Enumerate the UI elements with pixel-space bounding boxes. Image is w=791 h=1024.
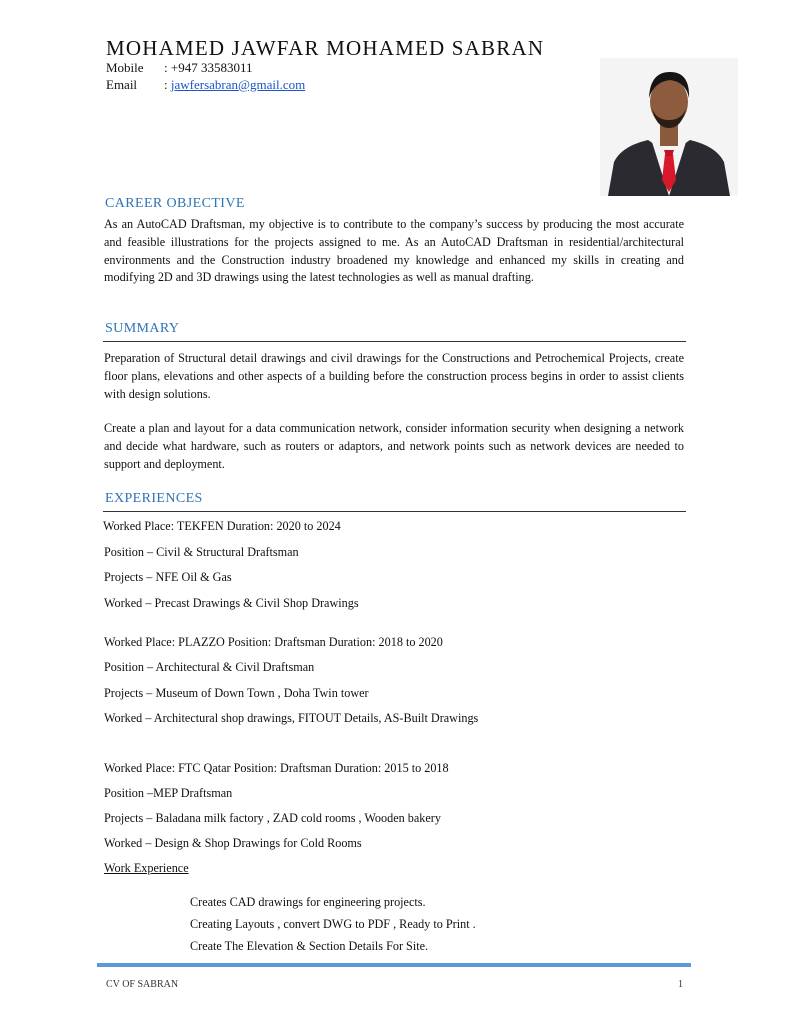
work-experience-heading: Work Experience xyxy=(104,861,189,875)
job-place: Worked Place: FTC Qatar Position: Draftsman Duration: 2015 to 2018 xyxy=(104,761,449,775)
portrait-image xyxy=(600,58,738,196)
summary-paragraph: Preparation of Structural detail drawings and civil drawings for the Constructions and Petrochemical Projects, create floor plans, elevations and other aspects of a building before the construction process begins in order to assist clients with design solutions. xyxy=(104,351,684,401)
page-number: 1 xyxy=(678,979,683,990)
experiences-heading: EXPERIENCES xyxy=(105,491,203,506)
job-position: Position – Architectural & Civil Draftsman xyxy=(104,660,315,674)
mobile-value: : +947 33583011 xyxy=(164,60,253,75)
job-worked: Worked – Precast Drawings & Civil Shop Drawings xyxy=(104,596,359,610)
list-item-text: Creates CAD drawings for engineering projects. xyxy=(190,895,426,909)
list-item xyxy=(172,895,426,910)
job-projects: Projects – Museum of Down Town , Doha Twin tower xyxy=(104,686,369,700)
job-place: Worked Place: PLAZZO Position: Draftsman Duration: 2018 to 2020 xyxy=(104,635,443,649)
profile-photo xyxy=(600,58,738,196)
footer-bar xyxy=(97,963,691,967)
job-projects: Projects – Baladana milk factory , ZAD cold rooms , Wooden bakery xyxy=(104,811,441,825)
email-label: Email xyxy=(106,77,138,92)
job-projects: Projects – NFE Oil & Gas xyxy=(104,570,232,584)
career-objective-text: As an AutoCAD Draftsman, my objective is to contribute to the company’s success by producing the most accurate and feasible illustrations for the projects assigned to me. As an AutoCAD Draftsman in residential/architectural environments and the Construction industry broadened my knowledge and enhanced my skills in creating and modifying 2D and 3D drawings using the latest technologies as well as manual drafting. xyxy=(104,217,684,285)
job-place: Worked Place: TEKFEN Duration: 2020 to 2024 xyxy=(103,519,341,533)
list-item xyxy=(172,917,476,932)
career-objective-heading: CAREER OBJECTIVE xyxy=(105,196,245,211)
list-item-text: Create The Elevation & Section Details For Site. xyxy=(190,939,429,953)
job-worked: Worked – Architectural shop drawings, FITOUT Details, AS-Built Drawings xyxy=(104,711,479,725)
summary-paragraph: Create a plan and layout for a data communication network, consider information security when designing a network and decide what hardware, such as routers or adaptors, and network points such as network devices are needed to support and deployment. xyxy=(104,421,684,471)
job-worked: Worked – Design & Shop Drawings for Cold Rooms xyxy=(104,836,362,850)
list-item xyxy=(172,939,428,954)
job-position: Position –MEP Draftsman xyxy=(104,786,233,800)
candidate-name: MOHAMED JAWFAR MOHAMED SABRAN xyxy=(106,36,545,60)
mobile-row xyxy=(106,60,252,76)
email-link[interactable]: jawfersabran@gmail.com xyxy=(170,77,306,92)
email-row xyxy=(106,77,305,93)
job-position: Position – Civil & Structural Draftsman xyxy=(104,545,299,559)
summary-heading: SUMMARY xyxy=(105,321,180,336)
mobile-label: Mobile xyxy=(106,60,144,75)
footer-label: CV OF SABRAN xyxy=(106,979,179,990)
summary-divider xyxy=(103,341,686,342)
email-separator: : xyxy=(164,77,168,92)
list-item-text: Creating Layouts , convert DWG to PDF , Ready to Print . xyxy=(190,917,476,931)
experiences-divider xyxy=(103,511,686,512)
